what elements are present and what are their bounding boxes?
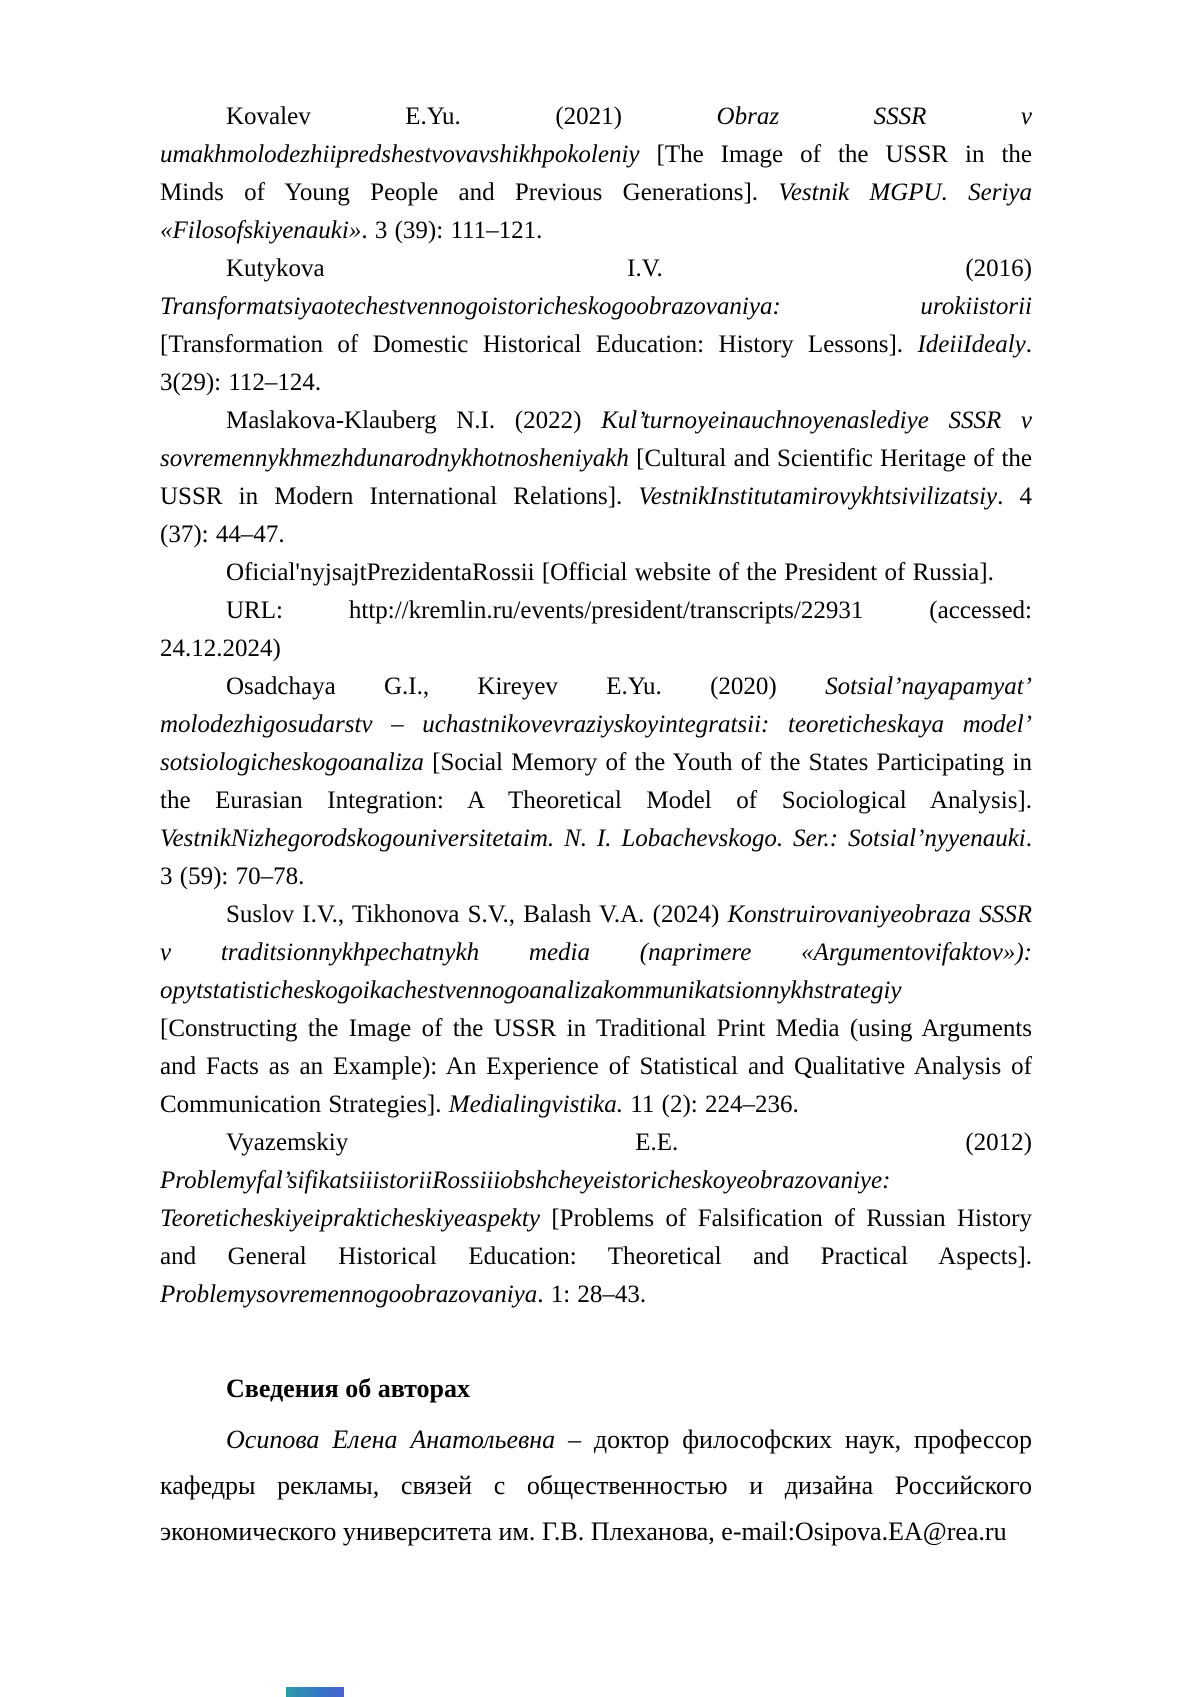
text-segment: [The Image of the USSR in the Minds of Young People and Previous Generations]. bbox=[160, 141, 1032, 206]
page-content bbox=[160, 98, 1032, 1555]
text-segment: Osadchaya G.I., Kireyev E.Yu. (2020) bbox=[226, 673, 826, 700]
text-segment: Problemysovremennogoobrazovaniya bbox=[160, 1281, 538, 1308]
text-segment: Transformatsiyaotechestvennogoistoricheskogoobrazovaniya: urokiistorii bbox=[160, 293, 1032, 320]
text-segment: . 1: 28–43. bbox=[537, 1281, 647, 1308]
text-segment: Kovalev E.Yu. (2021) bbox=[226, 103, 717, 130]
text-segment: [Cultural and Scientific Heritage of the USSR in Modern International Relations]. bbox=[160, 445, 1032, 510]
text-segment: [Constructing the Image of the USSR in Traditional Print Media (using Arguments and Facts as an Example): An Experience of Statistical and Qualitative Analysis of Communication Strategies]. bbox=[160, 1015, 1032, 1118]
text-segment: Vyazemskiy E.E. (2012) bbox=[226, 1129, 1032, 1156]
text-segment: [Problems of Falsification of Russian History and General Historical Education: Theoretical and Practical Aspects]. bbox=[160, 1205, 1032, 1270]
text-segment: Suslov I.V., Tikhonova S.V., Balash V.A. (2024) bbox=[226, 901, 728, 928]
text-segment: [Transformation of Domestic Historical Education: History Lessons]. bbox=[160, 331, 918, 358]
bottom-blue-mark bbox=[286, 1687, 344, 1697]
text-segment: 11 (2): 224–236. bbox=[623, 1091, 799, 1118]
text-segment: IdeiiIdealy bbox=[917, 331, 1026, 358]
text-segment: Maslakova-Klauberg N.I. (2022) bbox=[226, 407, 602, 434]
text-segment: URL: http://kremlin.ru/events/president/transcripts/22931 (accessed: 24.12.2024) bbox=[160, 597, 1032, 662]
authors-section-heading: Сведения об авторах bbox=[226, 1374, 471, 1403]
reference-entry bbox=[160, 402, 1032, 554]
reference-entry bbox=[160, 896, 1032, 1124]
text-segment: . 3 (59): 70–78. bbox=[160, 825, 1032, 890]
reference-entry bbox=[160, 554, 1032, 592]
text-segment: . 3(29): 112–124. bbox=[160, 331, 1032, 396]
text-segment: . 4 (37): 44–47. bbox=[160, 483, 1032, 548]
text-segment: Obraz SSSR v umakhmolodezhiipredshestvovavshikhpokoleniy bbox=[160, 103, 1032, 168]
text-segment: Осипова Елена Анатольевна bbox=[226, 1425, 556, 1454]
text-segment: Vestnik MGPU. Seriya «Filosofskiyenauki» bbox=[160, 179, 1033, 244]
authors-section bbox=[160, 1366, 1032, 1555]
author-info-paragraph bbox=[160, 1417, 1032, 1555]
text-segment: VestnikNizhegorodskogouniversitetaim. N. I. Lobachevskogo. Ser.: Sotsial’nyyenauki bbox=[160, 825, 1026, 852]
text-segment: VestnikInstitutamirovykhtsivilizatsiy bbox=[638, 483, 998, 510]
reference-url-line bbox=[160, 592, 1032, 668]
reference-entry bbox=[160, 1124, 1032, 1314]
text-segment: [Social Memory of the Youth of the States Participating in the Eurasian Integration: A Theoretical Model of Sociological Analysis]. bbox=[160, 749, 1032, 814]
text-segment: Kutykova I.V. (2016) bbox=[226, 255, 1032, 282]
text-segment: Oficial'nyjsajtPrezidentaRossii [Official website of the President of Russia]. bbox=[226, 559, 994, 586]
text-segment: Medialingvistika. bbox=[448, 1091, 624, 1118]
reference-entry bbox=[160, 98, 1032, 250]
text-segment: Problemyfal’sifikatsiiistoriiRossiiiobshcheyeistoricheskoyeobrazovaniye: Teoreticheskiyeiprakticheskiyeaspekty bbox=[160, 1167, 891, 1232]
text-segment: Konstruirovaniyeobraza SSSR v traditsionnykhpechatnykh media (naprimere «Argumentovifaktov»): opytstatisticheskogoikachestvennogoanalizakommunikatsionnykhstrategiy bbox=[160, 901, 1032, 1004]
text-segment: . 3 (39): 111–121. bbox=[361, 217, 543, 244]
text-segment: – доктор философских наук, профессор кафедры рекламы, связей с общественностью и дизайна Российского экономического университета им. Г.В. Плеханова, e-mail:Osipova.EA@rea.ru bbox=[160, 1425, 1032, 1546]
text-segment: Kul’turnoyeinauchnoyenaslediye SSSR v sovremennykhmezhdunarodnykhotnosheniyakh bbox=[160, 407, 1032, 472]
text-segment: Sotsial’nayapamyat’ molodezhigosudarstv – uchastnikovevraziyskoyintegratsii: teoreticheskaya model’ sotsiologicheskogoanaliza bbox=[160, 673, 1032, 776]
references-section bbox=[160, 98, 1032, 1314]
reference-entry bbox=[160, 250, 1032, 402]
reference-entry bbox=[160, 668, 1032, 896]
